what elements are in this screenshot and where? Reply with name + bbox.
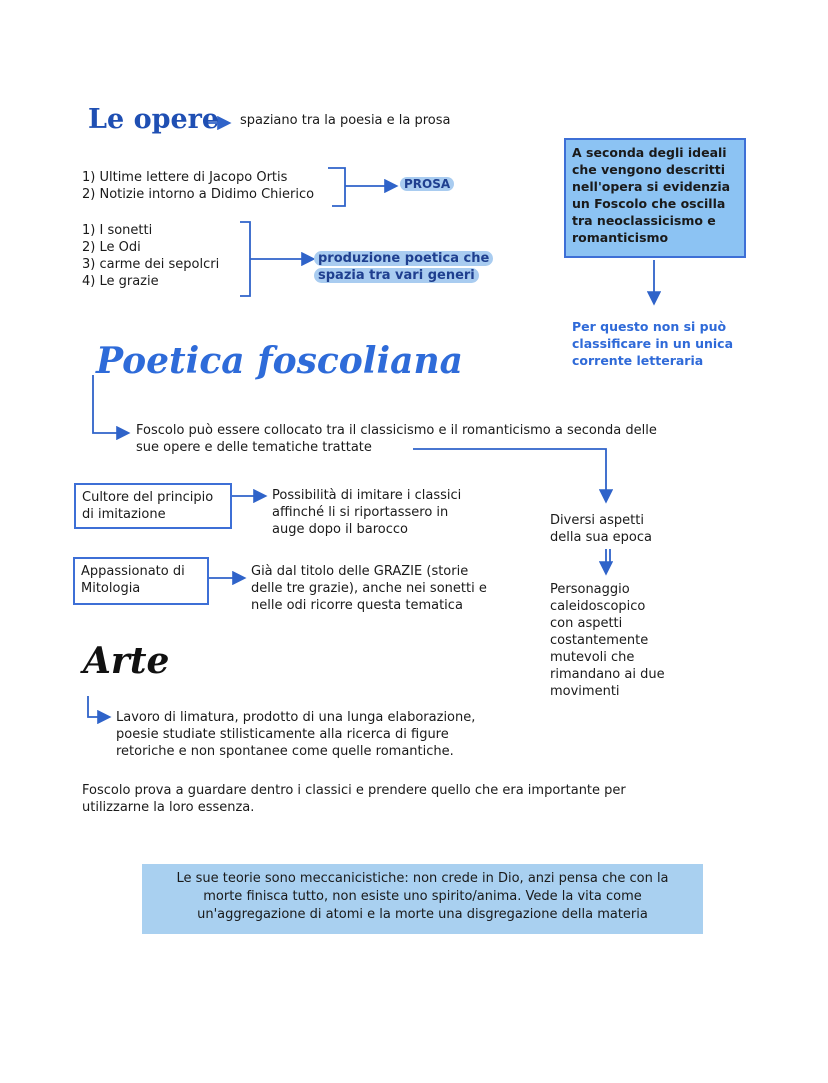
arte-text (116, 709, 475, 760)
ideali-box (564, 138, 746, 258)
text-line: poesie studiate stilisticamente alla ricerca di figure (116, 727, 449, 742)
imitazione-box (74, 483, 232, 529)
intro-line: sue opere e delle tematiche trattate (136, 440, 372, 455)
box-line: nell'opera si evidenzia (572, 179, 731, 194)
list-item: 3) carme dei sepolcri (82, 257, 220, 272)
poesia-label (314, 250, 493, 284)
prosa-label: PROSA (400, 177, 454, 191)
poesia-label-line: spazia tra vari generi (314, 268, 479, 283)
arte-paragraph (82, 782, 626, 816)
text-line: caleidoscopico (550, 599, 646, 614)
list-item: 4) Le grazie (82, 274, 159, 289)
box-line: un'aggregazione di atomi e la morte una disgregazione della materia (197, 907, 648, 922)
epoca-heading (550, 512, 652, 546)
list-item: 2) Notizie intorno a Didimo Chierico (82, 187, 315, 202)
box-line: Le sue teorie sono meccanicistiche: non crede in Dio, anzi pensa che con la (176, 871, 669, 886)
box-line: Cultore del principio (82, 490, 214, 505)
box-line: un Foscolo che oscilla (572, 196, 726, 211)
text-line: costantemente (550, 633, 649, 648)
text-line: retoriche e non spontanee come quelle romantiche. (116, 744, 454, 759)
box-line: morte finisca tutto, non esiste uno spirito/anima. Vede la vita come (203, 889, 642, 904)
prosa-list (82, 169, 314, 203)
opere-title: Le opere (88, 104, 220, 135)
classification-note (572, 318, 733, 369)
note-line: Per questo non si può (572, 319, 727, 334)
list-item: 2) Le Odi (82, 240, 141, 255)
mitologia-box (73, 557, 209, 605)
box-line: romanticismo (572, 230, 669, 245)
poetica-intro (136, 422, 657, 456)
note-line: corrente letteraria (572, 353, 704, 368)
text-line: utilizzarne la loro essenza. (82, 800, 255, 815)
box-line: che vengono descritti (572, 162, 725, 177)
opere-subtitle: spaziano tra la poesia e la prosa (240, 113, 451, 128)
imitazione-text (272, 487, 461, 538)
text-line: auge dopo il barocco (272, 522, 408, 537)
box-line: Mitologia (81, 581, 141, 596)
poetica-title: Poetica foscoliana (96, 340, 463, 382)
text-line: Lavoro di limatura, prodotto di una lunga elaborazione, (116, 710, 476, 725)
text-line: Possibilità di imitare i classici (272, 488, 462, 503)
text-line: della sua epoca (550, 530, 653, 545)
meccanicismo-box (142, 864, 703, 934)
box-line: A seconda degli ideali (572, 145, 727, 160)
text-line: con aspetti (550, 616, 623, 631)
text-line: Già dal titolo delle GRAZIE (storie (251, 564, 469, 579)
note-line: classificare in un unica (572, 336, 734, 351)
poesia-label-line: produzione poetica che (314, 251, 493, 266)
text-line: delle tre grazie), anche nei sonetti e (251, 581, 487, 596)
text-line: affinché li si riportassero in (272, 505, 449, 520)
text-line: rimandano ai due (550, 667, 665, 682)
text-line: Foscolo prova a guardare dentro i classici e prendere quello che era importante per (82, 783, 626, 798)
text-line: movimenti (550, 684, 620, 699)
text-line: mutevoli che (550, 650, 635, 665)
poesia-list (82, 222, 219, 290)
text-line: Diversi aspetti (550, 513, 644, 528)
personaggio-text (550, 581, 665, 700)
arte-title: Arte (83, 640, 170, 682)
text-line: Personaggio (550, 582, 630, 597)
box-line: di imitazione (82, 507, 166, 522)
intro-line: Foscolo può essere collocato tra il classicismo e il romanticismo a seconda delle (136, 423, 657, 438)
text-line: nelle odi ricorre questa tematica (251, 598, 463, 613)
list-item: 1) I sonetti (82, 223, 153, 238)
mitologia-text (251, 563, 487, 614)
list-item: 1) Ultime lettere di Jacopo Ortis (82, 170, 288, 185)
box-line: tra neoclassicismo e (572, 213, 716, 228)
box-line: Appassionato di (81, 564, 185, 579)
